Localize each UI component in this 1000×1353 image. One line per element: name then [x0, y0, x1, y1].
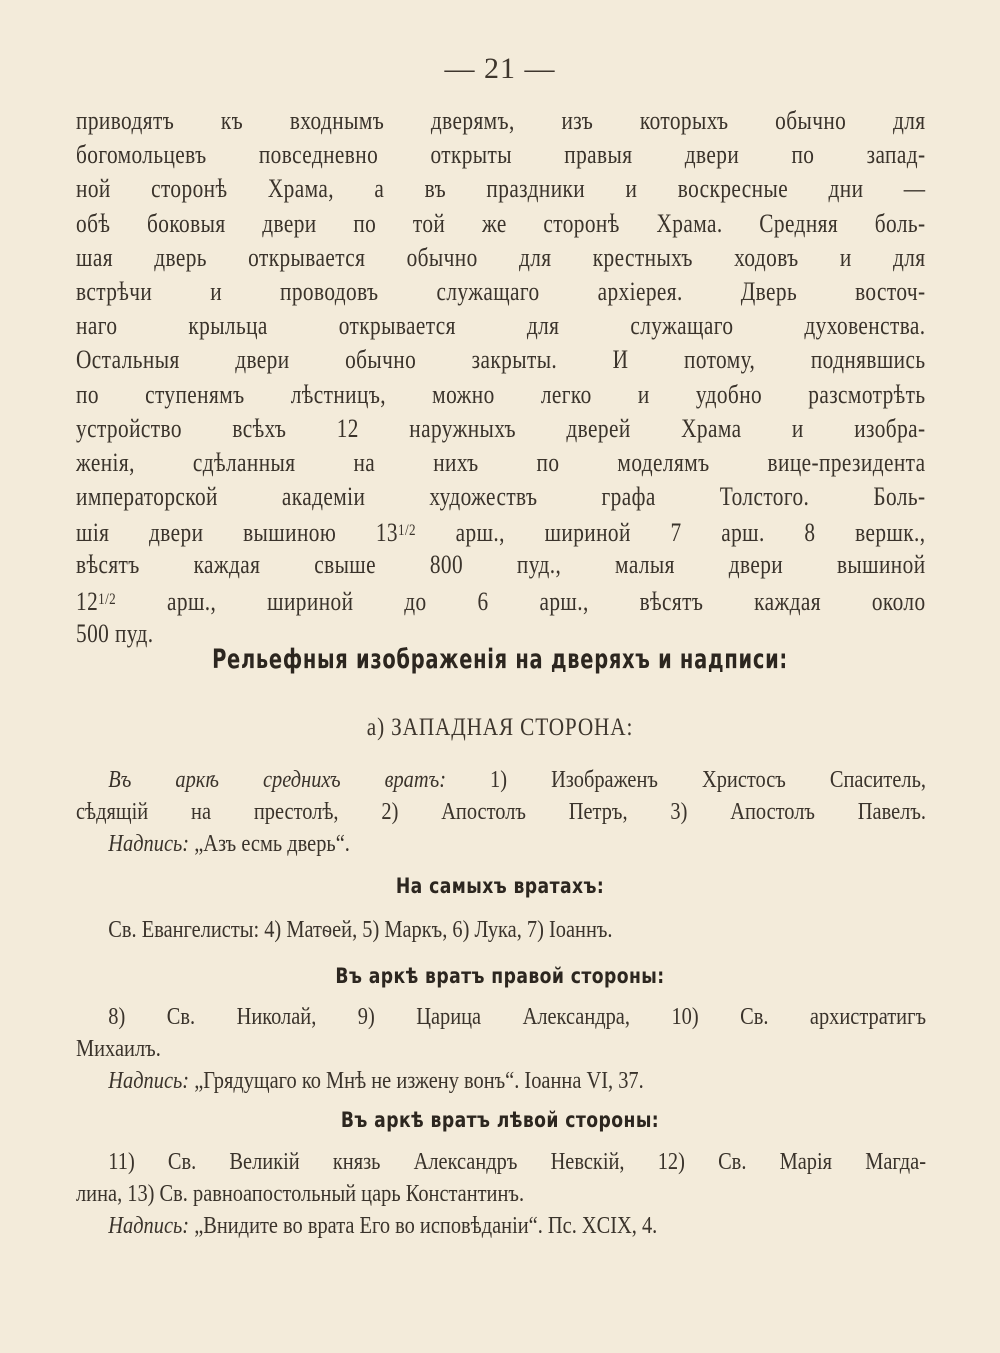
- fraction: 1/2: [397, 522, 416, 540]
- text-line: лина, 13) Св. равноапостольный царь Константинъ.: [76, 1181, 525, 1207]
- italic-label: Въ аркѣ среднихъ вратъ:: [108, 767, 446, 793]
- inscription-line: [76, 1210, 926, 1242]
- text-span: арш., шириной 7 арш. 8 вершк.,: [415, 518, 926, 548]
- text-line: императорской академіи художествъ графа Толстого. Боль-: [76, 482, 926, 512]
- inscription-text: „Азъ есмь дверь“.: [189, 831, 350, 857]
- text-span: шія двери вышиною 13: [76, 518, 398, 548]
- text-line: вѣсятъ каждая свыше 800 пуд., малыя двери вышиной: [76, 550, 926, 580]
- text-span: 1) Изображенъ Христосъ Спаситель,: [445, 767, 926, 793]
- left-side-paragraph: [76, 1146, 926, 1242]
- text-line: [76, 514, 926, 548]
- text-line: 500 пуд.: [76, 618, 154, 648]
- text-line: устройство всѣхъ 12 наружныхъ дверей Храма и изобра-: [76, 413, 926, 443]
- text-line: 8) Св. Николай, 9) Царица Александра, 10) Св. архистратигъ: [108, 1004, 927, 1030]
- text-span: 12: [76, 586, 99, 616]
- text-line: сѣдящій на престолѣ, 2) Апостолъ Петръ, 3) Апостолъ Павелъ.: [76, 799, 926, 825]
- inscription-line: [76, 1065, 926, 1097]
- text-line: [76, 764, 926, 796]
- italic-label: Надпись:: [108, 1068, 190, 1094]
- text-line: по ступенямъ лѣстницъ, можно легко и удобно разсмотрѣть: [76, 379, 926, 409]
- gates-paragraph: [76, 914, 926, 946]
- text-line: наго крыльца открывается для служащаго духовенства.: [76, 311, 926, 341]
- right-side-paragraph: [76, 1001, 926, 1097]
- text-line: Михаилъ.: [76, 1036, 161, 1062]
- middle-gate-paragraph: [76, 764, 926, 860]
- section-heading: Рельефныя изображенія на дверяхъ и надписи:: [212, 644, 788, 675]
- inscription-text: „Внидите во врата Его во исповѣданіи“. Пс. XCIX, 4.: [189, 1213, 658, 1239]
- page-number: — 21 —: [444, 52, 556, 85]
- inscription-line: [76, 828, 926, 860]
- text-line: 11) Св. Великій князь Александръ Невскій, 12) Св. Марія Магда-: [108, 1149, 927, 1175]
- italic-label: Надпись:: [108, 1213, 190, 1239]
- body-paragraph: [76, 104, 926, 651]
- right-side-heading: Въ аркѣ вратъ правой стороны:: [335, 964, 665, 988]
- text-line: встрѣчи и проводовъ служащаго архіерея. Дверь восточ-: [76, 276, 926, 306]
- text-line: [76, 583, 926, 617]
- subsection-heading: а) ЗАПАДНАЯ СТОРОНА:: [366, 714, 634, 741]
- gates-heading: На самыхъ вратахъ:: [395, 874, 605, 898]
- text-line: Св. Евангелисты: 4) Матѳей, 5) Маркъ, 6) Лука, 7) Іоаннъ.: [108, 917, 613, 943]
- inscription-text: „Грядущаго ко Мнѣ не изжену вонъ“. Іоанна VI, 37.: [189, 1068, 644, 1094]
- text-line: Остальныя двери обычно закрыты. И потому, поднявшись: [76, 345, 926, 375]
- fraction: 1/2: [98, 590, 117, 608]
- text-line: ной сторонѣ Храма, а въ праздники и воскресные дни —: [76, 174, 926, 204]
- text-line: шая дверь открывается обычно для крестныхъ ходовъ и для: [76, 242, 926, 272]
- text-line: богомольцевъ повседневно открыты правыя двери по запад-: [76, 140, 926, 170]
- text-line: обѣ боковыя двери по той же сторонѣ Храма. Средняя боль-: [76, 208, 926, 238]
- text-line: приводятъ къ входнымъ дверямъ, изъ которыхъ обычно для: [76, 106, 926, 135]
- text-span: арш., шириной до 6 арш., вѣсятъ каждая около: [116, 586, 926, 616]
- left-side-heading: Въ аркѣ вратъ лѣвой стороны:: [340, 1108, 660, 1132]
- italic-label: Надпись:: [108, 831, 190, 857]
- text-line: женія, сдѣланныя на нихъ по моделямъ вице-президента: [76, 447, 926, 477]
